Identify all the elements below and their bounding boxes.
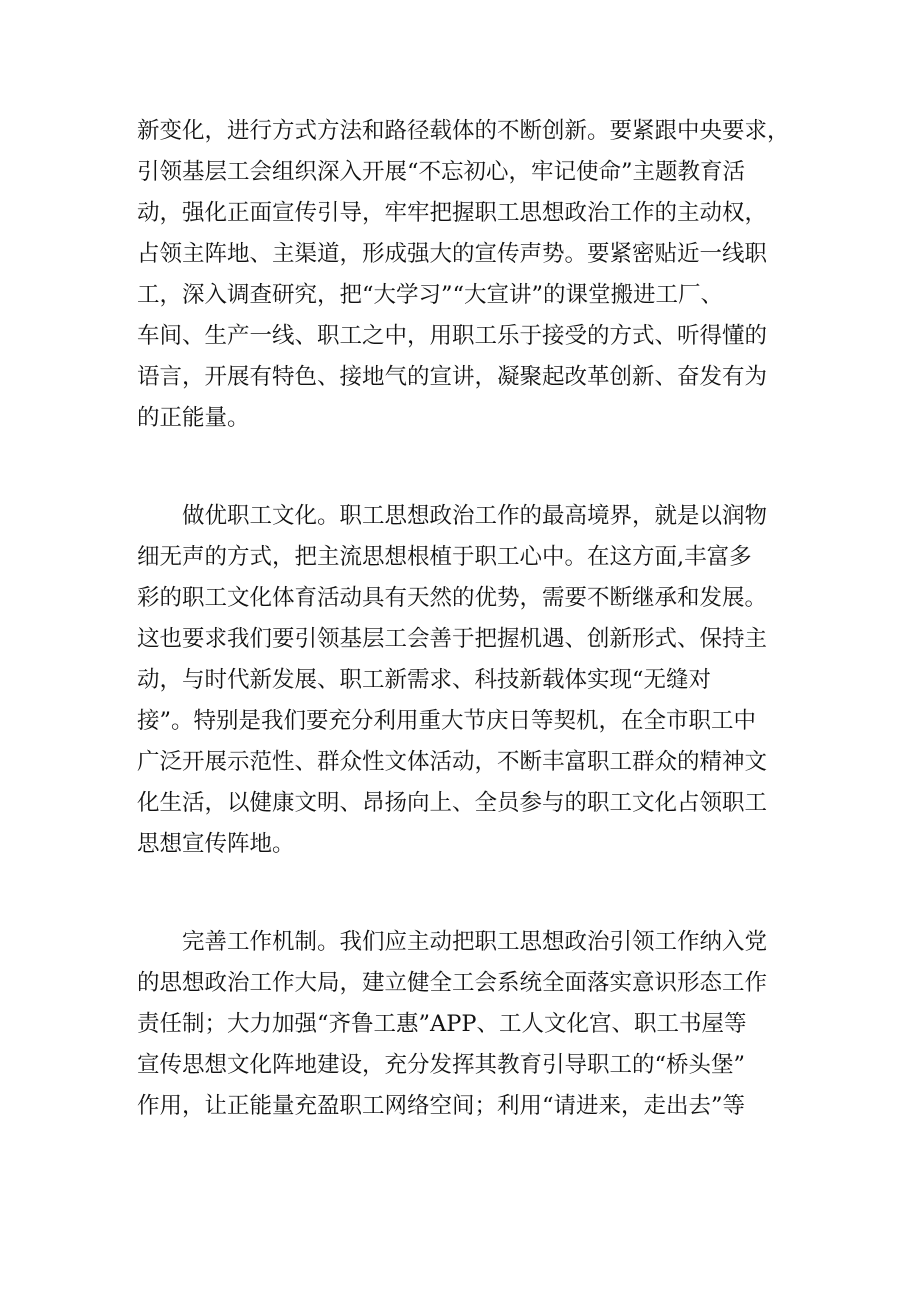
text-line: 完善工作机制。我们应主动把职工思想政治引领工作纳入党: [137, 929, 768, 955]
text-line: 动，与时代新发展、职工新需求、科技新载体实现“无缝对: [137, 667, 712, 693]
paragraph-1: [137, 111, 797, 439]
text-line: 作用，让正能量充盈职工网络空间；利用“请进来，走出去”等: [137, 1093, 746, 1119]
text-line: 彩的职工文化体育活动具有天然的优势，需要不断继承和发展。: [137, 585, 768, 611]
text-line: 工，深入调查研究，把“大学习”“大宣讲”的课堂搬进工厂、: [137, 282, 724, 308]
text-line: 车间、生产一线、职工之中，用职工乐于接受的方式、听得懂的: [137, 323, 768, 349]
text-line: 的正能量。: [137, 405, 250, 431]
text-line: 引领基层工会组织深入开展“不忘初心，牢记使命”主题教育活: [137, 159, 746, 185]
text-line: 占领主阵地、主渠道，形成强大的宣传声势。要紧密贴近一线职: [137, 241, 768, 267]
text-line: 语言，开展有特色、接地气的宣讲，凝聚起改革创新、奋发有为: [137, 364, 768, 390]
text-line: 化生活，以健康文明、昂扬向上、全员参与的职工文化占领职工: [137, 790, 768, 816]
text-line: 思想宣传阵地。: [137, 831, 295, 857]
text-line: 动，强化正面宣传引导，牢牢把握职工思想政治工作的主动权，: [137, 200, 768, 226]
text-line: 细无声的方式，把主流思想根植于职工心中。在这方面,丰富多: [137, 544, 752, 570]
text-line: 责任制；大力加强“齐鲁工惠”APP、工人文化宫、职工书屋等: [137, 1011, 747, 1037]
text-line: 的思想政治工作大局，建立健全工会系统全面落实意识形态工作: [137, 970, 768, 996]
text-line: 宣传思想文化阵地建设，充分发挥其教育引导职工的“桥头堡”: [137, 1052, 746, 1078]
text-line: 接”。特别是我们要充分利用重大节庆日等契机，在全市职工中: [137, 708, 757, 734]
paragraph-3: [137, 922, 797, 1127]
paragraph-2: [137, 496, 797, 865]
text-line: 做优职工文化。职工思想政治工作的最高境界，就是以润物: [137, 503, 768, 529]
text-line: 新变化，进行方式方法和路径载体的不断创新。要紧跟中央要求，: [137, 118, 790, 144]
text-line: 广泛开展示范性、群众性文体活动，不断丰富职工群众的精神文: [137, 749, 768, 775]
text-line: 这也要求我们要引领基层工会善于把握机遇、创新形式、保持主: [137, 626, 768, 652]
